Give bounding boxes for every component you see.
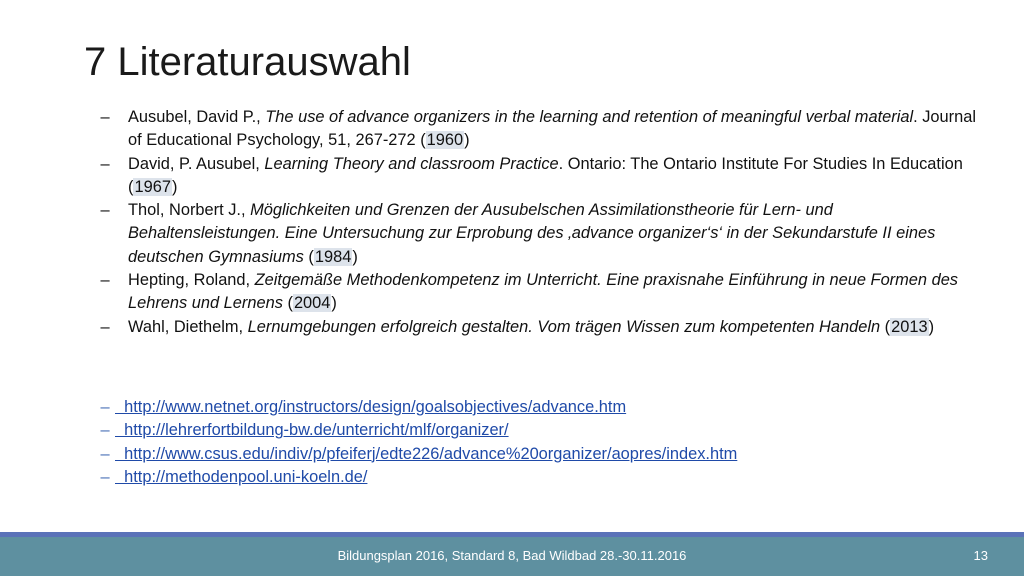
- reference-year: 1960: [426, 131, 464, 150]
- reference-work: Learning Theory and classroom Practice: [264, 154, 559, 173]
- link-item: [96, 466, 976, 489]
- dash-bullet: –: [100, 271, 110, 290]
- dash-bullet: –: [100, 201, 110, 220]
- reference-item: [96, 316, 976, 339]
- reference-author: David, P. Ausubel,: [128, 154, 265, 173]
- reference-close: ): [928, 317, 935, 336]
- dash-bullet: –: [100, 108, 110, 126]
- reference-details: (: [282, 294, 293, 313]
- reference-item: [96, 269, 976, 316]
- reference-details: . Journal of Educational Psychology, 51, 267-272 (: [128, 108, 976, 150]
- reference-work: Möglichkeiten und Grenzen der Ausubelschen Assimilationstheorie für Lern- und Behaltensleistungen. Eine Untersuchung zur Erprobung des ‚advance organizer‘s‘ in der Sekundarstufe II eines deutschen Gymnasiums: [128, 201, 936, 266]
- reference-year: 1984: [314, 247, 352, 266]
- reference-work: Lernumgebungen erfolgreich gestalten. Vom trägen Wissen zum kompetenten Handeln: [247, 317, 881, 336]
- footer-text: Bildungsplan 2016, Standard 8, Bad Wildbad 28.-30.11.2016: [337, 548, 687, 563]
- dash-bullet: –: [100, 467, 110, 486]
- reference-work: The use of advance organizers in the learning and retention of meaningful verbal material: [265, 108, 914, 126]
- link-list: [96, 396, 976, 489]
- page-number: 13: [973, 548, 988, 563]
- reference-item: [96, 153, 976, 200]
- dash-bullet: –: [100, 154, 110, 173]
- reference-author: Wahl, Diethelm,: [128, 317, 248, 336]
- reference-details: . Ontario: The Ontario Institute For Studies In Education (: [128, 154, 963, 196]
- link-methodenpool[interactable]: http://methodenpool.uni-koeln.de/: [115, 467, 368, 486]
- reference-year: 2004: [293, 294, 331, 313]
- slide-title: 7 Literaturauswahl: [84, 40, 411, 84]
- reference-close: ): [331, 294, 337, 313]
- reference-item: [96, 199, 976, 269]
- dash-bullet: –: [100, 317, 110, 336]
- dash-bullet: –: [100, 421, 110, 440]
- dash-bullet: –: [100, 398, 110, 416]
- reference-year: 2013: [891, 317, 928, 336]
- reference-year: 1967: [134, 177, 171, 196]
- reference-details: (: [880, 317, 891, 336]
- reference-close: ): [352, 247, 358, 266]
- reference-work: Zeitgemäße Methodenkompetenz im Unterricht. Eine praxisnahe Einführung in neue Formen des Lehrens und Lernens: [128, 271, 959, 313]
- reference-author: Thol, Norbert J.,: [128, 201, 251, 220]
- reference-item: [96, 106, 976, 153]
- reference-close: ): [171, 177, 178, 196]
- footer-bar: [0, 537, 1024, 576]
- dash-bullet: –: [100, 444, 110, 463]
- link-item: [96, 419, 976, 442]
- reference-close: ): [464, 131, 470, 150]
- reference-author: Hepting, Roland,: [128, 271, 255, 290]
- link-csus[interactable]: http://www.csus.edu/indiv/p/pfeiferj/edte226/advance%20organizer/aopres/index.htm: [115, 444, 738, 463]
- reference-list: [96, 106, 976, 339]
- link-item: [96, 443, 976, 466]
- link-lehrerfortbildung[interactable]: http://lehrerfortbildung-bw.de/unterricht/mlf/organizer/: [115, 421, 509, 440]
- link-item: [96, 396, 976, 419]
- reference-details: (: [303, 247, 314, 266]
- link-netnet[interactable]: http://www.netnet.org/instructors/design/goalsobjectives/advance.htm: [115, 398, 627, 416]
- reference-author: Ausubel, David P.,: [128, 108, 266, 126]
